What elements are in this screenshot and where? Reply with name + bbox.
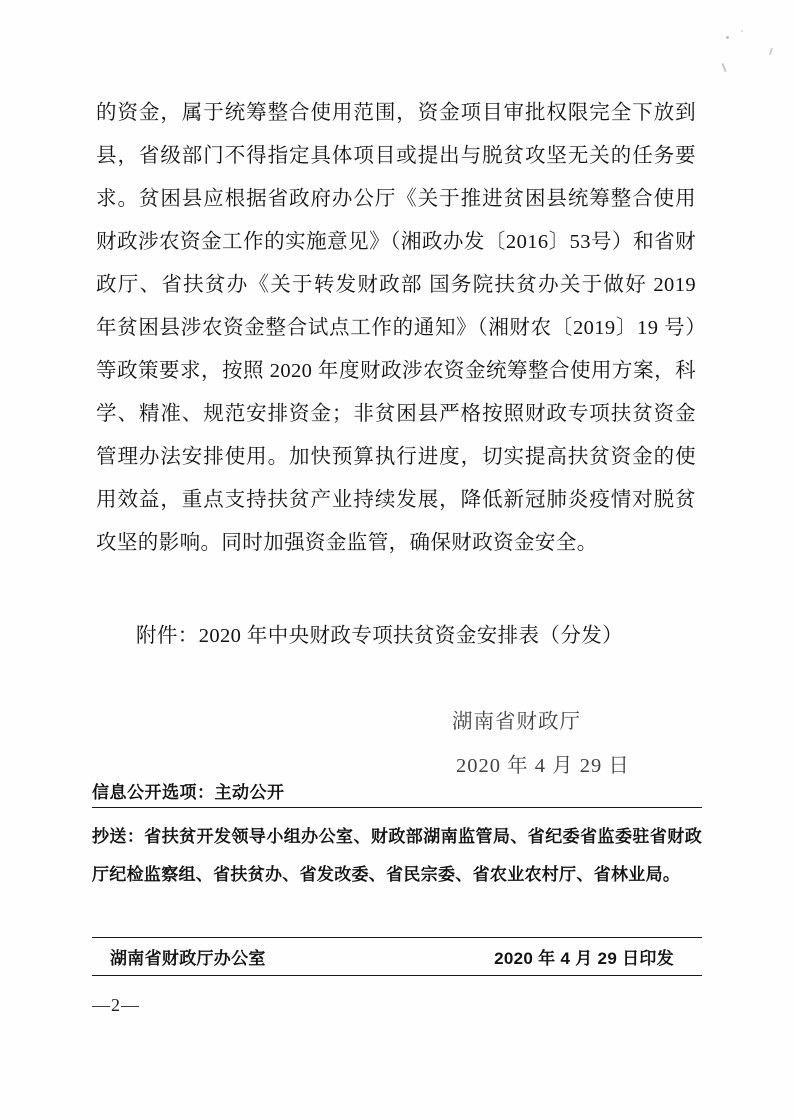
signature-block xyxy=(452,700,692,788)
signature-date: 2020 年 4 月 29 日 xyxy=(456,755,630,777)
disclosure-option-row xyxy=(92,778,702,808)
footer-print-date: 2020 年 4 月 29 日印发 xyxy=(494,949,674,968)
footer-divider-bottom xyxy=(92,975,702,976)
attachment-line: 附件：2020 年中央财政专项扶贫资金安排表（分发） xyxy=(136,625,624,647)
scan-speck-icon xyxy=(769,48,773,55)
scan-speck-icon xyxy=(726,36,729,39)
document-footer xyxy=(92,944,702,969)
cc-recipients: 抄送：省扶贫开发领导小组办公室、财政部湖南监管局、省纪委省监委驻省财政厅纪检监察组、省扶贫办、省发改委、省民宗委、省农业农村厅、省林业局。 xyxy=(92,827,702,884)
scan-speck-icon xyxy=(741,30,743,32)
disclosure-value: 主动公开 xyxy=(214,783,285,802)
document-body xyxy=(96,92,696,565)
scan-speck-icon xyxy=(721,63,726,72)
signature-organization: 湖南省财政厅 xyxy=(452,711,581,733)
page-number: —2— xyxy=(92,995,140,1015)
footer-divider-top xyxy=(92,937,702,938)
footer-issuer: 湖南省财政厅办公室 xyxy=(110,949,266,968)
disclosure-label: 信息公开选项： xyxy=(92,783,215,802)
body-paragraph: 的资金，属于统筹整合使用范围，资金项目审批权限完全下放到县，省级部门不得指定具体项目或提出与脱贫攻坚无关的任务要求。贫困县应根据省政府办公厅《关于推进贫困县统筹整合使用财政涉农资金工作的实施意见》（湘政办发〔2016〕53号）和省财政厅、省扶贫办《关于转发财政部 国务院扶贫办关于做好 2019 年贫困县涉农资金整合试点工作的通知》（湘财农〔2019〕19 号）等政策要求，按照 2020 年度财政涉农资金统筹整合使用方案，科学、精准、规范安排资金；非贫困县严格按照财政专项扶贫资金管理办法安排使用。加快预算执行进度，切实提高扶贫资金的使用效益，重点支持扶贫产业持续发展，降低新冠肺炎疫情对脱贫攻坚的影响。同时加强资金监管，确保财政资金安全。 xyxy=(96,102,696,554)
